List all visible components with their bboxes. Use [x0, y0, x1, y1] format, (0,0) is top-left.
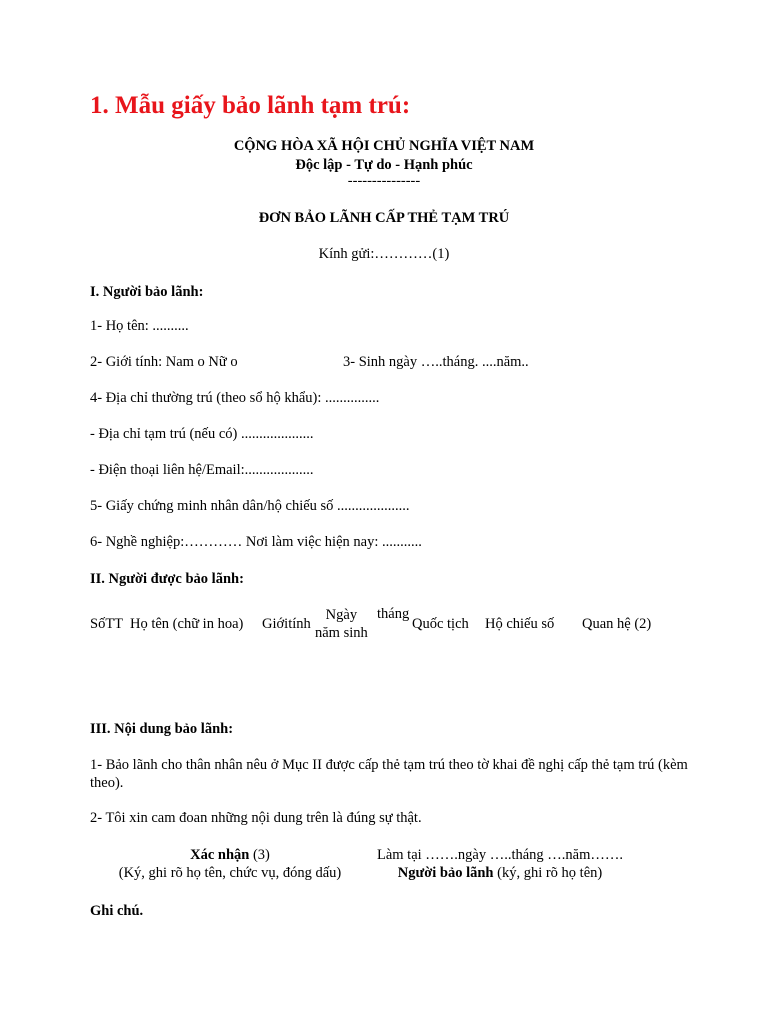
confirmation-block — [110, 846, 350, 882]
guarantor-temp-address: - Địa chỉ tạm trú (nếu có) .................... — [90, 426, 314, 442]
col-gender: Giớitính — [262, 616, 311, 632]
motto: Độc lập - Tự do - Hạnh phúc — [295, 157, 473, 173]
col-relation: Quan hệ (2) — [582, 616, 652, 632]
guarantor-dob: 3- Sinh ngày …..tháng. ....năm.. — [343, 354, 529, 370]
country-header: CỘNG HÒA XÃ HỘI CHỦ NGHĨA VIỆT NAM — [233, 138, 535, 154]
sponsored-heading: II. Người được bảo lãnh: — [90, 571, 244, 587]
guarantor-name: 1- Họ tên: .......... — [90, 318, 189, 334]
col-name: Họ tên (chữ in hoa) — [130, 616, 244, 632]
col-nationality: Quốc tịch — [412, 616, 469, 632]
form-title: ĐƠN BẢO LÃNH CẤP THẺ TẠM TRÚ — [258, 210, 510, 226]
signature-title: Người bảo lãnh — [397, 865, 494, 881]
content-heading: III. Nội dung bảo lãnh: — [90, 721, 234, 737]
confirmation-note: (Ký, ghi rõ họ tên, chức vụ, đóng dấu) — [118, 865, 342, 881]
notes-heading: Ghi chú. — [90, 903, 144, 919]
header-separator: --------------- — [347, 173, 421, 189]
col-stt: SốTT — [90, 616, 124, 632]
guarantor-id-doc: 5- Giấy chứng minh nhân dân/hộ chiếu số .................... — [90, 498, 410, 514]
confirmation-title: Xác nhận — [190, 847, 250, 863]
col-dob-bottom: năm sinh — [315, 625, 368, 641]
content-item-1: 1- Bảo lãnh cho thân nhân nêu ở Mục II được cấp thẻ tạm trú theo tờ khai đề nghị cấp thẻ tạm trú (kèm theo). — [90, 757, 688, 791]
guarantor-signature-block — [370, 846, 630, 882]
col-dob — [315, 606, 368, 642]
section-title: 1. Mẫu giấy bảo lãnh tạm trú: — [90, 92, 411, 119]
guarantor-occupation: 6- Nghề nghiệp:………… Nơi làm việc hiện nay: ........... — [90, 534, 422, 550]
col-month: tháng — [377, 606, 410, 622]
signature-note: (ký, ghi rõ họ tên) — [493, 865, 603, 881]
col-dob-top: Ngày — [325, 607, 358, 623]
guarantor-heading: I. Người bảo lãnh: — [90, 284, 204, 300]
recipient-line: Kính gửi:…………(1) — [318, 246, 450, 262]
confirmation-ref: (3) — [249, 847, 270, 863]
content-item-2: 2- Tôi xin cam đoan những nội dung trên là đúng sự thật. — [90, 810, 422, 826]
col-passport: Hộ chiếu số — [485, 616, 555, 632]
guarantor-permanent-address: 4- Địa chỉ thường trú (theo sổ hộ khẩu): ............... — [90, 390, 380, 406]
guarantor-gender: 2- Giới tính: Nam o Nữ o — [90, 354, 238, 370]
signature-place-date: Làm tại …….ngày …..tháng ….năm……. — [376, 847, 624, 863]
guarantor-contact: - Điện thoại liên hệ/Email:................... — [90, 462, 314, 478]
